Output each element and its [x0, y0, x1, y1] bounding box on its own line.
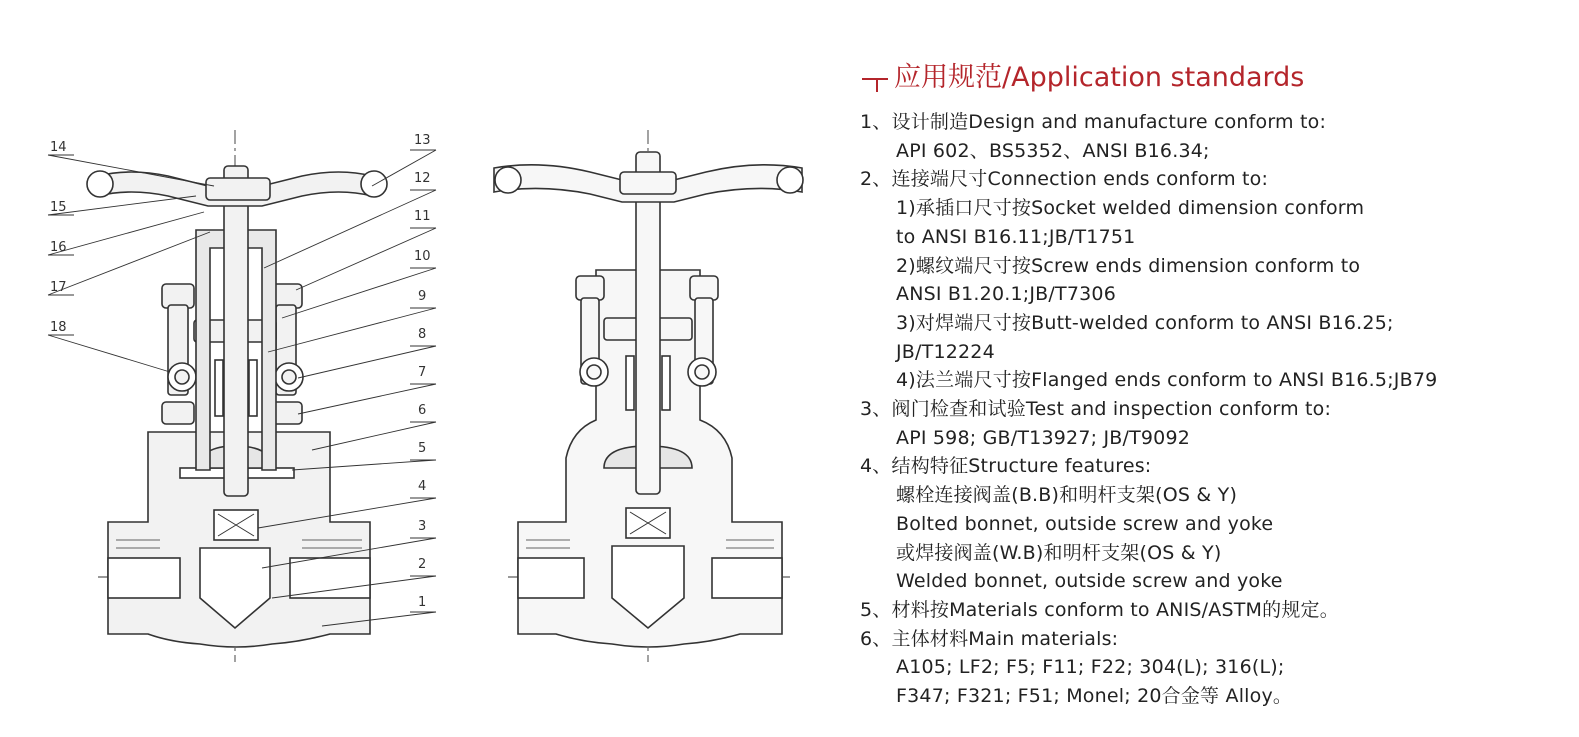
callout-number: 17 — [50, 280, 67, 295]
callout-number: 16 — [50, 240, 67, 255]
standard-6-line: A105; LF2; F5; F11; F22; 304(L); 316(L); — [896, 656, 1285, 679]
standard-6-title: 6、主体材料Main materials: — [860, 627, 1119, 650]
callout-number: 13 — [414, 133, 431, 148]
callout-number: 10 — [414, 249, 431, 264]
section-heading — [860, 58, 1560, 98]
standard-2-line: to ANSI B16.11;JB/T1751 — [896, 225, 1136, 248]
callout-number: 14 — [50, 140, 67, 155]
heading-text: 应用规范/Application standards — [894, 62, 1305, 93]
welded-bonnet-outline-view — [494, 130, 803, 662]
standard-2-line: 1)承插口尺寸按Socket welded dimension conform — [896, 197, 1365, 220]
callout-number: 9 — [418, 289, 427, 304]
standard-4-line: Bolted bonnet, outside screw and yoke — [896, 512, 1274, 535]
callout-number: 15 — [50, 200, 67, 215]
callout-number: 7 — [418, 365, 427, 380]
standard-4-line: 或焊接阀盖(W.B)和明杆支架(OS & Y) — [896, 541, 1222, 564]
callout-number: 2 — [418, 557, 427, 572]
standard-1-line: API 602、BS5352、ANSI B16.34; — [896, 139, 1210, 162]
standard-6-line: F347; F321; F51; Monel; 20合金等 Alloy。 — [896, 685, 1293, 708]
standard-5-title: 5、材料按Materials conform to ANIS/ASTM的规定。 — [860, 598, 1339, 621]
standards-list — [860, 108, 1560, 711]
callout-number: 8 — [418, 327, 427, 342]
callout-number: 4 — [418, 479, 427, 494]
standard-2-line: 3)对焊端尺寸按Butt-welded conform to ANSI B16.25; — [896, 311, 1394, 334]
callout-number: 1 — [418, 595, 427, 610]
application-standards-panel — [860, 58, 1560, 711]
standard-4-title: 4、结构特征Structure features: — [860, 455, 1152, 478]
standard-2-line: 4)法兰端尺寸按Flanged ends conform to ANSI B16.5;JB79 — [896, 369, 1438, 392]
standard-4-line: 螺栓连接阀盖(B.B)和明杆支架(OS & Y) — [896, 484, 1238, 507]
heading-marker-icon — [860, 66, 890, 90]
standard-4-line: Welded bonnet, outside screw and yoke — [896, 570, 1283, 593]
standard-1-title: 1、设计制造Design and manufacture conform to: — [860, 111, 1327, 133]
callout-number: 11 — [414, 209, 431, 224]
standard-3-title: 3、阀门检查和试验Test and inspection conform to: — [860, 398, 1332, 421]
callout-number: 18 — [50, 320, 67, 335]
callout-number: 6 — [418, 403, 427, 418]
callout-number: 5 — [418, 441, 427, 456]
standard-2-line: ANSI B1.20.1;JB/T7306 — [896, 283, 1116, 306]
standard-2-line: JB/T12224 — [896, 340, 995, 363]
standard-2-title: 2、连接端尺寸Connection ends conform to: — [860, 168, 1269, 191]
bolted-bonnet-section-view — [87, 130, 387, 662]
standard-2-line: 2)螺纹端尺寸按Screw ends dimension conform to — [896, 254, 1361, 277]
callout-number: 12 — [414, 171, 431, 186]
callout-number: 3 — [418, 519, 427, 534]
standard-3-line: API 598; GB/T13927; JB/T9092 — [896, 426, 1191, 449]
